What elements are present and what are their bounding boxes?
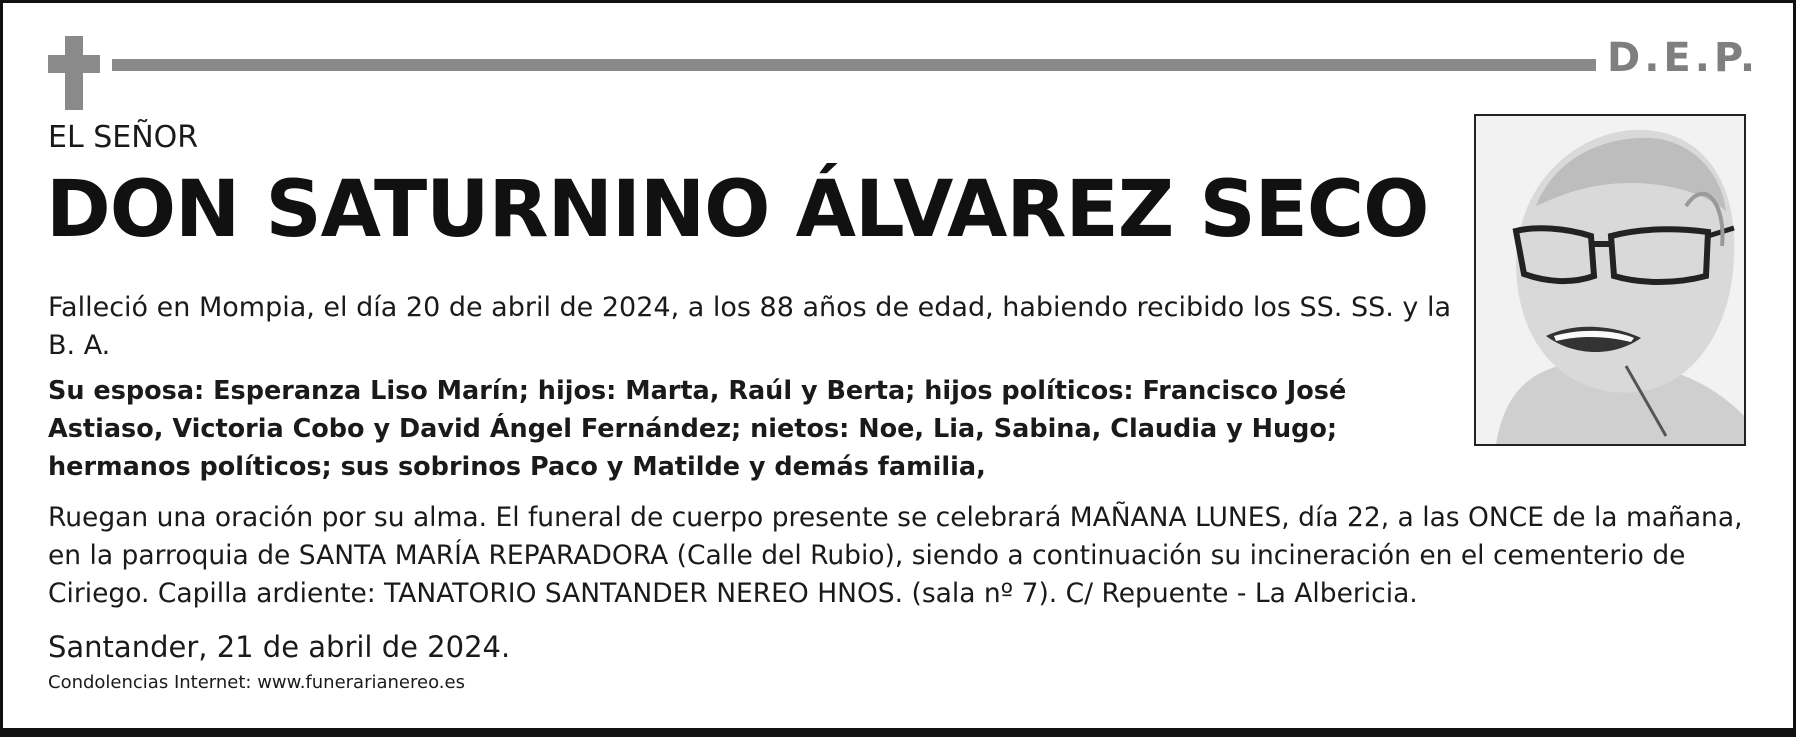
deceased-name: DON SATURNINO ÁLVAREZ SECO <box>46 165 1429 255</box>
header-rule <box>112 59 1596 71</box>
funeral-details: Ruegan una oración por su alma. El funeral de cuerpo presente se celebrará MAÑANA LUNES, día 22, a las ONCE de la mañana, en la parroquia de SANTA MARÍA REPARADORA (Calle del Rubio), siendo a continuación su incineración en el cementerio de Ciriego. Capilla ardiente: TANATORIO SANTANDER NEREO HNOS. (sala nº 7). C/ Repuente - La Albericia. <box>48 502 1743 609</box>
cross-icon <box>48 36 100 110</box>
portrait-photo <box>1474 114 1746 446</box>
condolences-web: Condolencias Internet: www.funerarianereo.es <box>48 672 465 693</box>
dep-label: D.E.P. <box>1607 35 1760 81</box>
place-date: Santander, 21 de abril de 2024. <box>48 630 511 664</box>
portrait-image <box>1476 116 1744 444</box>
honorific: EL SEÑOR <box>48 120 199 155</box>
family-list: Su esposa: Esperanza Liso Marín; hijos: Marta, Raúl y Berta; hijos políticos: Francisco José Astiaso, Victoria Cobo y David Ángel Fernández; nietos: Noe, Lia, Sabina, Claudia y Hugo; hermanos políticos; sus sobrinos Paco y Matilde y demás familia, <box>48 376 1347 482</box>
death-notice: Falleció en Mompia, el día 20 de abril de 2024, a los 88 años de edad, habiendo recibido los SS. SS. y la B. A. <box>48 292 1452 361</box>
